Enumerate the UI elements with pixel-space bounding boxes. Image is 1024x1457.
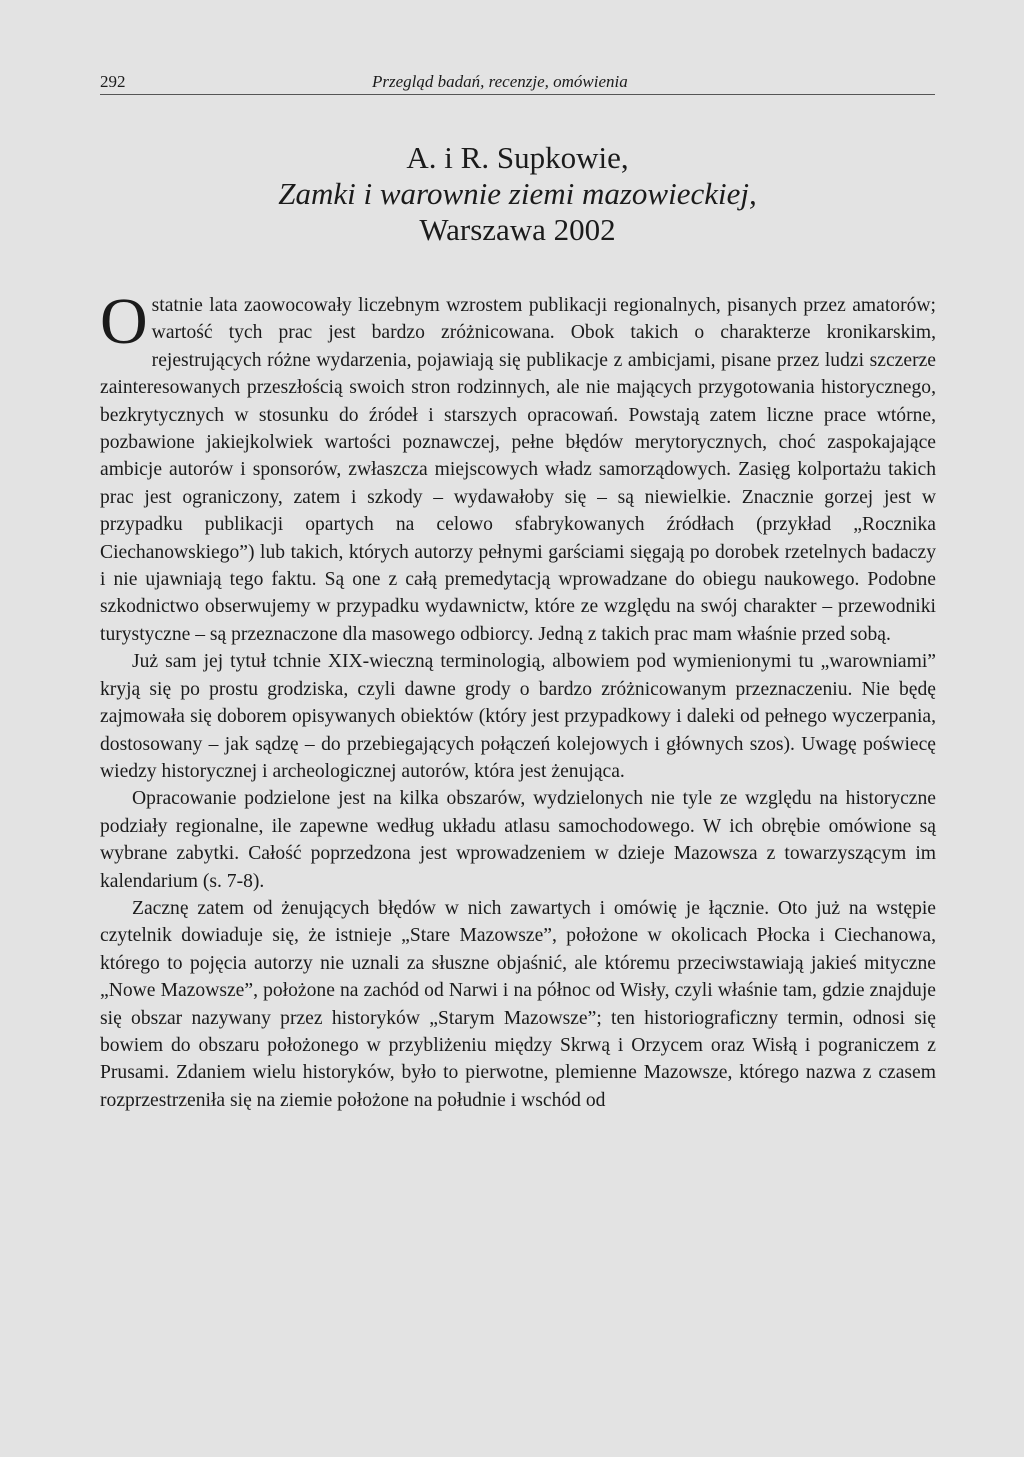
paragraph-2: Już sam jej tytuł tchnie XIX-wieczną terminologią, albowiem pod wymienionymi tu „warowniami” kryją się po prostu grodziska, czyli dawne grody o bardzo zróżnicowanym przeznaczeniu. Nie będę zajmowała się doborem opisywanych obiektów (który jest przypadkowy i daleki od pełnego wyczerpania, dostosowany – jak sądzę – do przebiegających połączeń kolejowych i głównych szos). Uwagę poświecę wiedzy historycznej i archeologicznej autorów, która jest żenująca.: [100, 651, 936, 782]
page-header: [100, 72, 935, 95]
review-body: [100, 285, 936, 1114]
book-authors: A. i R. Supkowie,: [406, 140, 629, 175]
paragraph-4: Zacznę zatem od żenujących błędów w nich zawartych i omówię je łącznie. Oto już na wstępie czytelnik dowiaduje się, że istnieje „Stare Mazowsze”, położone w okolicach Płocka i Ciechanowa, którego to pojęcia autorzy nie uznali za słuszne objaśnić, ale któremu przeciwstawiają jakieś mityczne „Nowe Mazowsze”, położone na zachód od Narwi i na północ od Wisły, czyli właśnie tam, gdzie znajduje się obszar nazywany przez historyków „Starym Mazowsze”; ten historiograficzny termin, odnosi się bowiem do obszaru położonego w przybliżeniu między Skrwą i Orzycem oraz Wisłą i pograniczem z Prusami. Zdaniem wielu historyków, było to pierwotne, plemienne Mazowsze, którego nazwa z czasem rozprzestrzeniła się na ziemie położone na południe i wschód od: [100, 897, 936, 1111]
page-number: 292: [100, 72, 126, 91]
review-title: [100, 140, 935, 248]
paragraph-1: Ostatnie lata zaowocowały liczebnym wzrostem publikacji regionalnych, pisanych przez amatorów; wartość tych prac jest bardzo zróżnicowana. Obok takich o charakterze kronikarskim, rejestrujących różne wydarzenia, pojawiają się publikacje z ambicjami, pisane przez ludzi szczerze zainteresowanych przeszłością swoich stron rodzinnych, ale nie mających przygotowania historycznego, bezkrytycznych w stosunku do źródeł i starszych opracowań. Powstają zatem liczne prace wtórne, pozbawione jakiejkolwiek wartości poznawczej, pełne błędów merytorycznych, choć zaspokajające ambicje autorów i sponsorów, zwłaszcza miejscowych władz samorządowych. Zasięg kolportażu takich prac jest ograniczony, zatem i szkody – wydawałoby się – są niewielkie. Znacznie gorzej jest w przypadku publikacji opartych na celowo sfabrykowanych źródłach (przykład „Rocznika Ciechanowskiego”) lub takich, których autorzy pełnymi garściami sięgają po dorobek rzetelnych badaczy i nie ujawniają tego faktu. Są one z całą premedytacją wprowadzane do obiegu naukowego. Podobne szkodnictwo obserwujemy w przypadku wydawnictw, które ze względu na swój charakter – przewodniki turystyczne – są przeznaczone dla masowego odbiorcy. Jedną z takich prac mam właśnie przed sobą.: [100, 285, 936, 645]
book-place-year: Warszawa 2002: [419, 212, 616, 247]
running-title: Przegląd badań, recenzje, omówienia: [372, 72, 628, 91]
paragraph-3: Opracowanie podzielone jest na kilka obszarów, wydzielonych nie tyle ze względu na historyczne podziały regionalne, ile zapewne według układu atlasu samochodowego. W ich obrębie omówione są wybrane zabytki. Całość poprzedzona jest wprowadzeniem w dzieje Mazowsza z towarzyszącym im kalendarium (s. 7-8).: [100, 788, 936, 892]
book-title: Zamki i warownie ziemi mazowieckiej,: [278, 176, 757, 211]
